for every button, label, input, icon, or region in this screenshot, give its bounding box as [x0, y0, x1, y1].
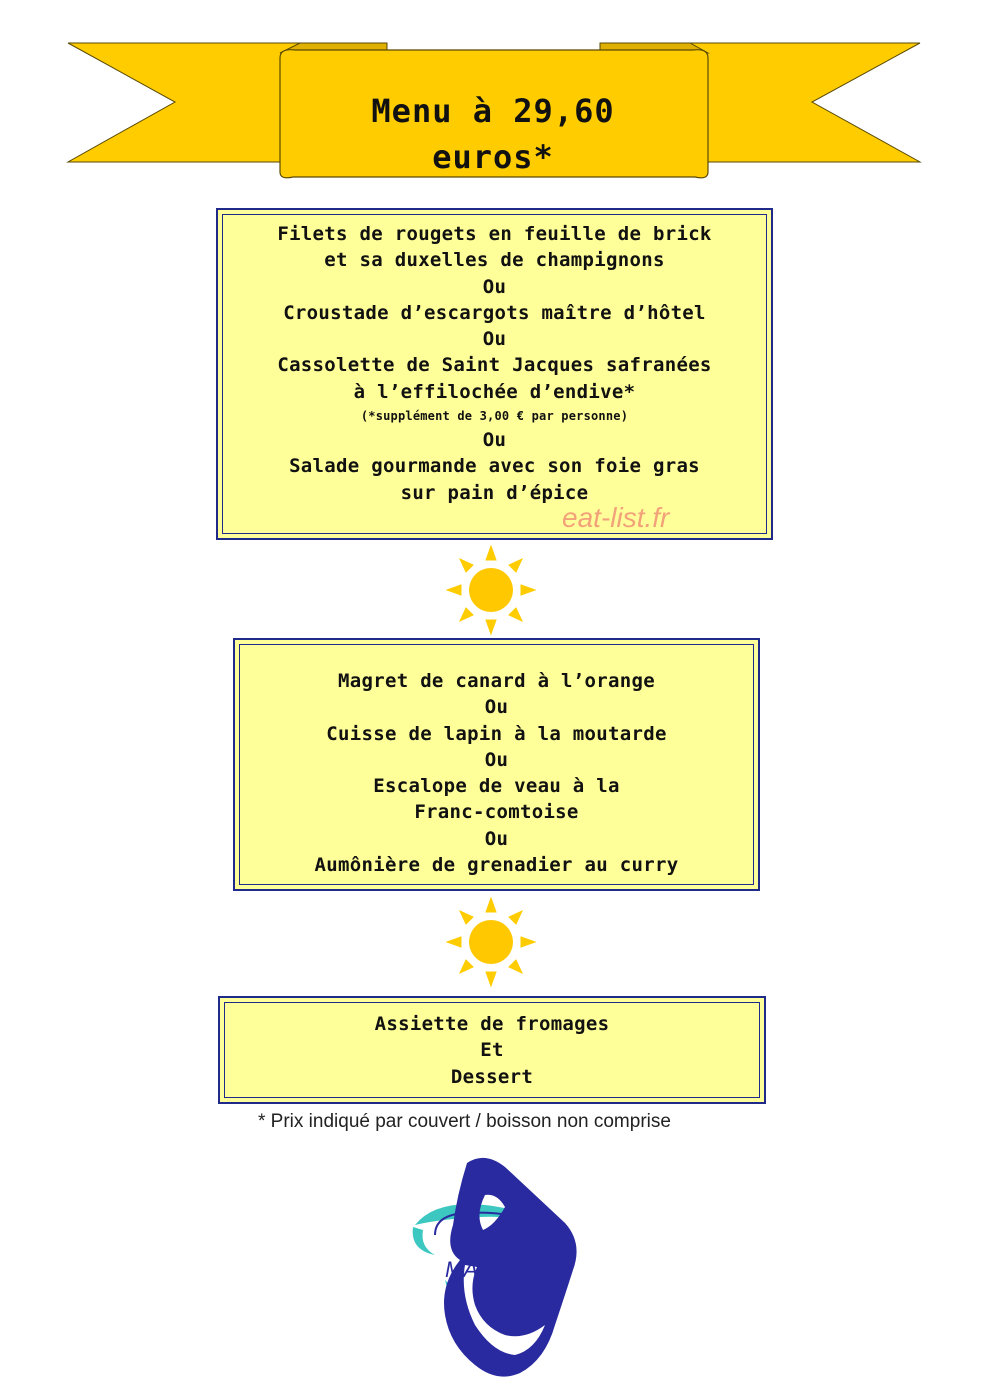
- menu-item: et sa duxelles de champignons: [324, 249, 665, 272]
- menu-item: sur pain d’épice: [400, 481, 589, 504]
- menu-item: Filets de rougets en feuille de brick: [277, 223, 712, 245]
- menu-item: Salade gourmande avec son foie gras: [289, 455, 700, 478]
- separator-ou: Ou: [482, 328, 507, 351]
- separator-ou: Ou: [484, 748, 509, 771]
- separator-ou: Ou: [484, 696, 509, 719]
- supplement-note: (*supplément de 3,00 € par personne): [360, 409, 629, 424]
- dessert-list: [220, 1011, 764, 1090]
- separator-ou: Ou: [482, 275, 507, 298]
- menu-item: Escalope de veau à la: [373, 775, 620, 798]
- separator-ou: Ou: [482, 429, 507, 452]
- dessert-box: [218, 996, 766, 1104]
- menu-title: [280, 88, 706, 180]
- menu-item: Cassolette de Saint Jacques safranées: [277, 354, 712, 377]
- sun-icon: [444, 543, 538, 637]
- menu-item: à l’effilochée d’endive*: [353, 380, 636, 403]
- entrees-list: [218, 221, 771, 506]
- price-footnote: * Prix indiqué par couvert / boisson non comprise: [258, 1111, 671, 1132]
- menu-item: Aumônière de grenadier au curry: [314, 854, 679, 877]
- logo-text-la: LA: [477, 1230, 504, 1255]
- entrees-box: [216, 208, 773, 540]
- menu-item: Franc-comtoise: [414, 801, 579, 824]
- plats-list: [235, 668, 758, 878]
- menu-title-line-2: euros*: [432, 138, 554, 176]
- plats-box: [233, 638, 760, 891]
- logo-text-marina: MARINA: [445, 1257, 531, 1282]
- menu-item: Dessert: [450, 1065, 534, 1088]
- menu-item: Assiette de fromages: [374, 1013, 610, 1035]
- la-marina-logo: [405, 1155, 580, 1380]
- separator-et: Et: [480, 1039, 504, 1062]
- menu-item: Croustade d’escargots maître d’hôtel: [283, 301, 706, 324]
- menu-item: Cuisse de lapin à la moutarde: [326, 722, 667, 745]
- watermark: eat-list.fr: [562, 502, 670, 533]
- menu-item: Magret de canard à l’orange: [338, 670, 655, 692]
- separator-ou: Ou: [484, 827, 509, 850]
- menu-title-line-1: Menu à 29,60: [371, 92, 615, 130]
- sun-icon: [444, 895, 538, 989]
